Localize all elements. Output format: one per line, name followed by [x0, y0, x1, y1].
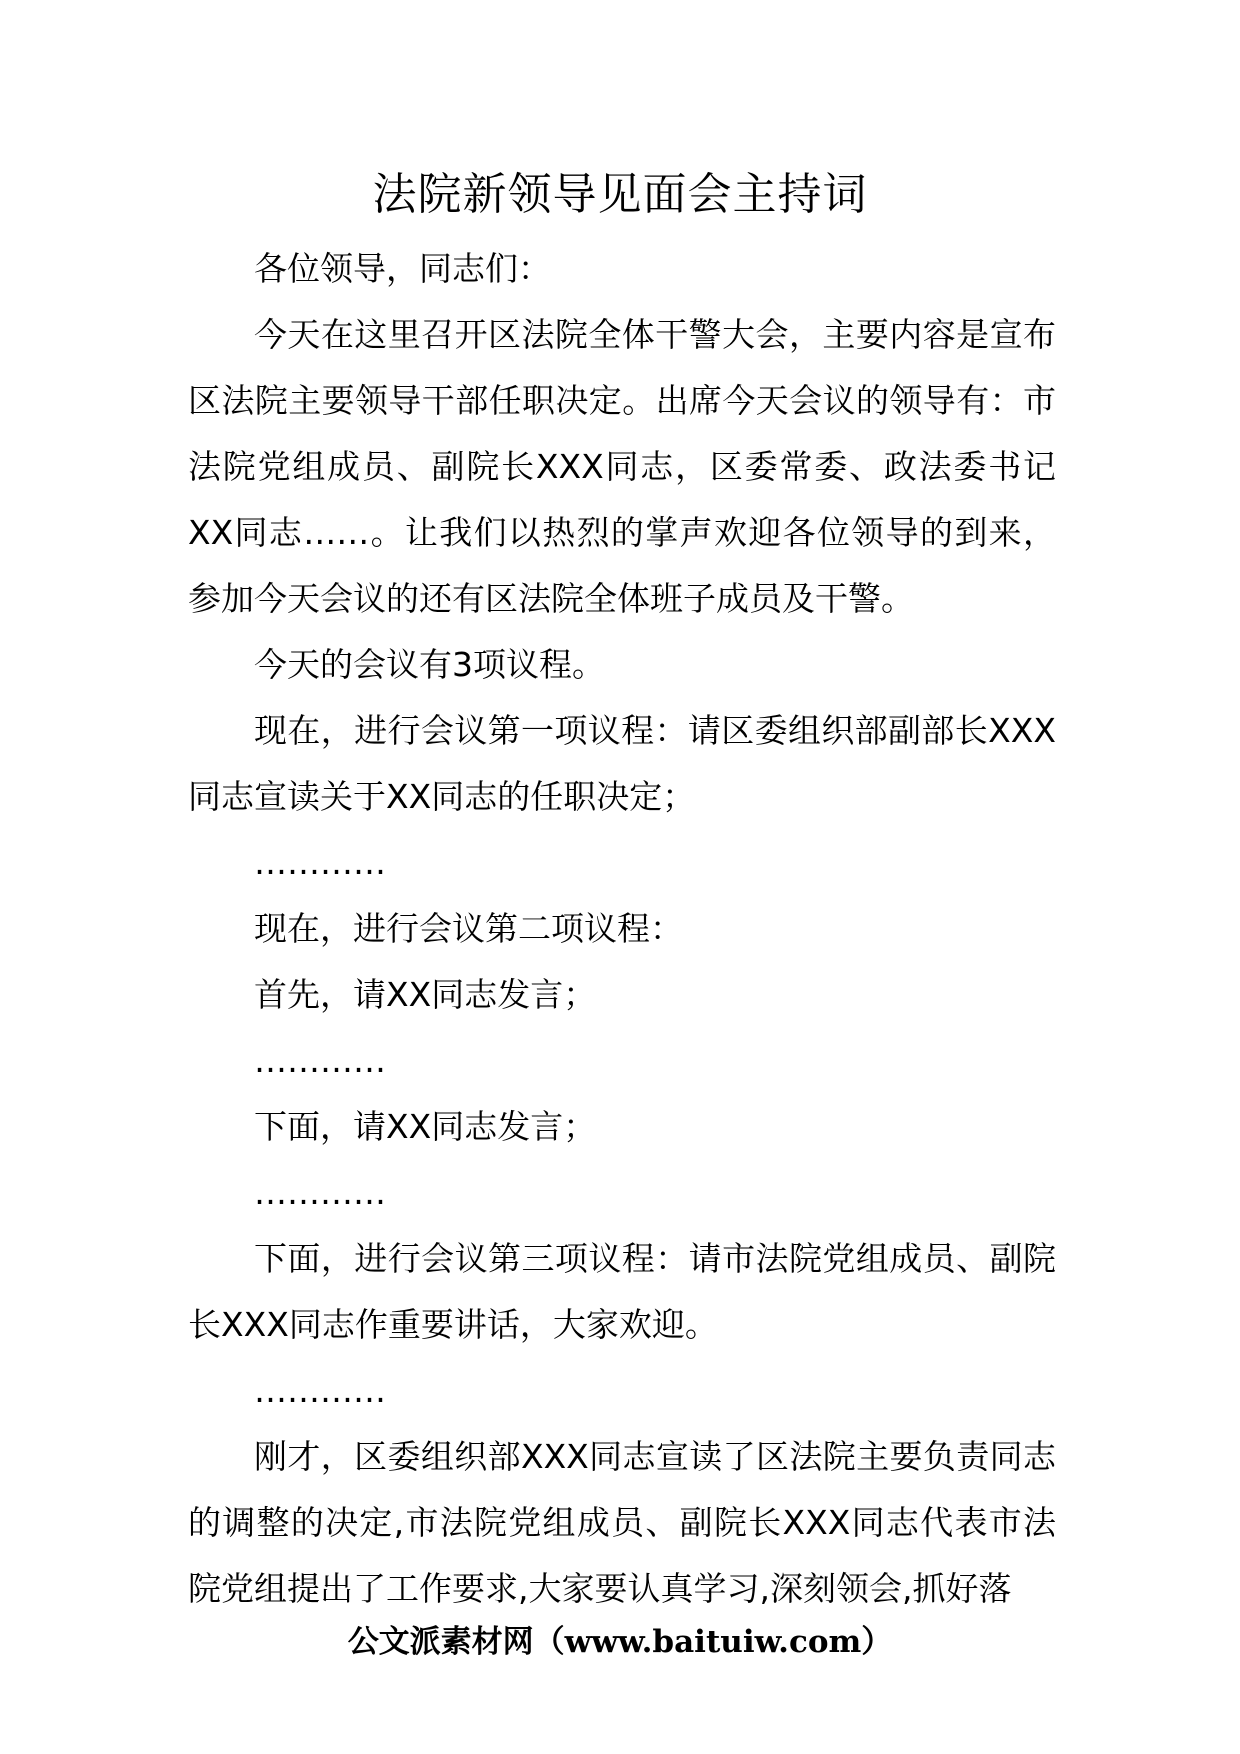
- paragraph-summary: 刚才，区委组织部XXX同志宣读了区法院主要负责同志的调整的决定,市法院党组成员、副院长XXX同志代表市法院党组提出了工作要求,大家要认真学习,深刻领会,抓好落: [188, 1437, 1056, 1608]
- paragraph-ellipsis: …………: [254, 1041, 386, 1080]
- paragraph-speech-next: 下面，请XX同志发言；: [254, 1107, 597, 1146]
- paragraph-agenda-3: 下面，进行会议第三项议程：请市法院党组成员、副院长XXX同志作重要讲话，大家欢迎。: [188, 1239, 1056, 1344]
- document-body: [188, 236, 1056, 1622]
- paragraph-ellipsis: …………: [254, 1371, 386, 1410]
- paragraph-agenda-1: 现在，进行会议第一项议程：请区委组织部副部长XXX同志宣读关于XX同志的任职决定；: [188, 711, 1056, 816]
- paragraph-agenda-2: 现在，进行会议第二项议程：: [254, 909, 683, 948]
- document-title: 法院新领导见面会主持词: [372, 169, 868, 220]
- paragraph-ellipsis: …………: [254, 843, 386, 882]
- paragraph-ellipsis: …………: [254, 1173, 386, 1212]
- paragraph-speech-first: 首先，请XX同志发言；: [254, 975, 597, 1014]
- paragraph-agenda-count: 今天的会议有3项议程。: [254, 645, 605, 684]
- page-footer-watermark: 公文派素材网（www.baituiw.com）: [347, 1624, 893, 1660]
- paragraph-opening: 今天在这里召开区法院全体干警大会，主要内容是宣布区法院主要领导干部任职决定。出席今天会议的领导有：市法院党组成员、副院长XXX同志，区委常委、政法委书记XX同志……。让我们以热烈的掌声欢迎各位领导的到来，参加今天会议的还有区法院全体班子成员及干警。: [188, 315, 1056, 618]
- paragraph-salutation: 各位领导，同志们：: [254, 249, 551, 288]
